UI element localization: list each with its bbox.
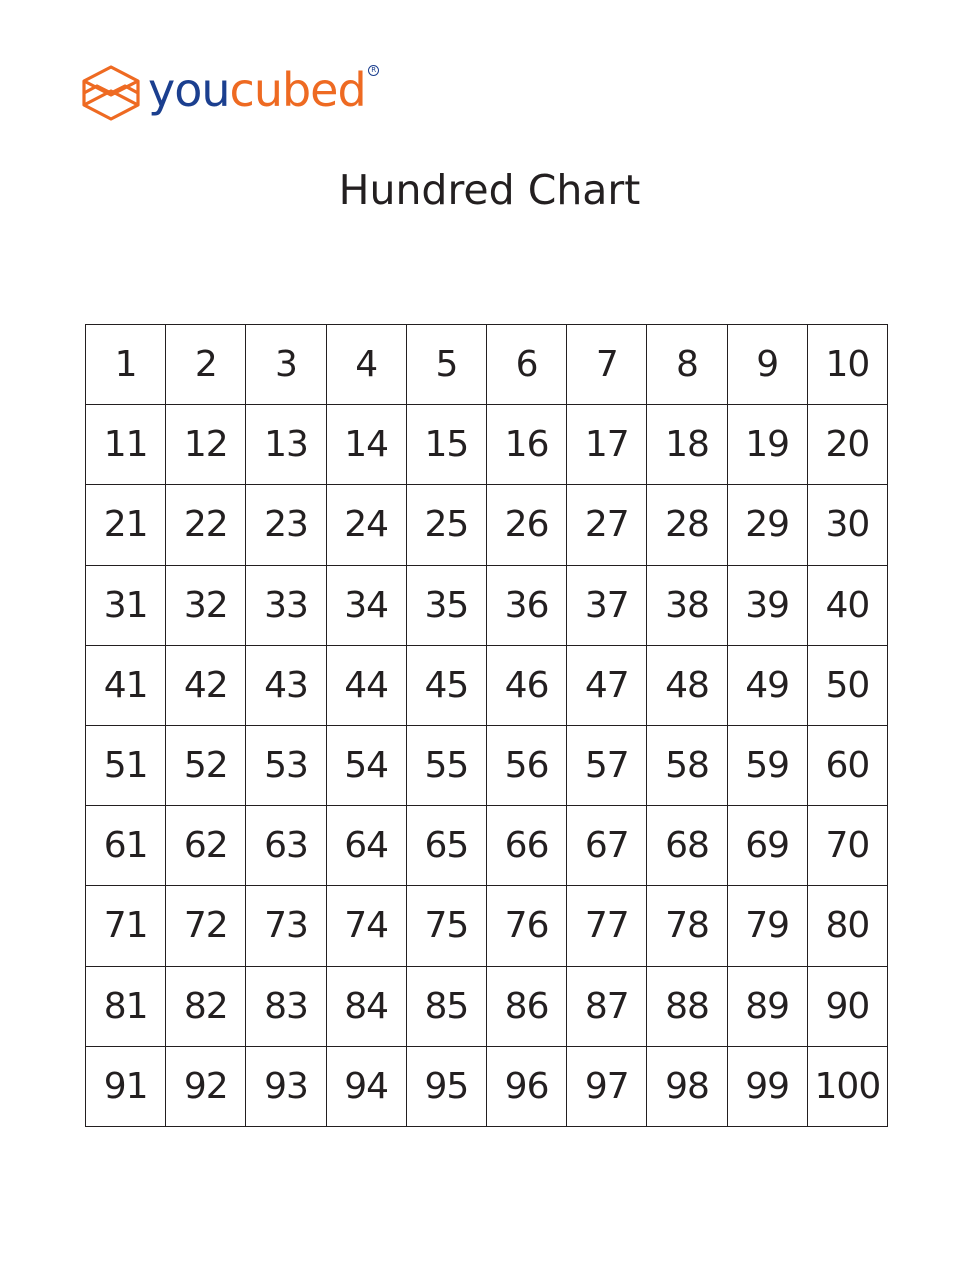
grid-cell: 79 — [728, 886, 808, 966]
grid-cell: 12 — [166, 405, 246, 485]
grid-cell: 9 — [728, 325, 808, 405]
grid-cell: 38 — [647, 566, 727, 646]
grid-cell: 63 — [246, 806, 326, 886]
grid-cell: 81 — [86, 967, 166, 1047]
grid-cell: 67 — [567, 806, 647, 886]
brand-name-part2: cubed — [229, 63, 366, 117]
grid-cell: 35 — [407, 566, 487, 646]
grid-cell: 62 — [166, 806, 246, 886]
grid-cell: 70 — [808, 806, 888, 886]
grid-cell: 20 — [808, 405, 888, 485]
grid-cell: 40 — [808, 566, 888, 646]
grid-cell: 31 — [86, 566, 166, 646]
brand-name-part1: you — [148, 63, 230, 117]
grid-cell: 45 — [407, 646, 487, 726]
grid-cell: 57 — [567, 726, 647, 806]
grid-cell: 10 — [808, 325, 888, 405]
grid-cell: 37 — [567, 566, 647, 646]
grid-cell: 49 — [728, 646, 808, 726]
grid-cell: 1 — [86, 325, 166, 405]
grid-cell: 55 — [407, 726, 487, 806]
grid-cell: 36 — [487, 566, 567, 646]
grid-cell: 27 — [567, 485, 647, 565]
grid-cell: 84 — [327, 967, 407, 1047]
grid-cell: 46 — [487, 646, 567, 726]
grid-cell: 53 — [246, 726, 326, 806]
grid-cell: 48 — [647, 646, 727, 726]
grid-cell: 72 — [166, 886, 246, 966]
grid-cell: 16 — [487, 405, 567, 485]
grid-cell: 30 — [808, 485, 888, 565]
grid-cell: 8 — [647, 325, 727, 405]
grid-cell: 76 — [487, 886, 567, 966]
grid-cell: 19 — [728, 405, 808, 485]
grid-cell: 24 — [327, 485, 407, 565]
grid-cell: 66 — [487, 806, 567, 886]
grid-cell: 4 — [327, 325, 407, 405]
grid-cell: 23 — [246, 485, 326, 565]
grid-cell: 51 — [86, 726, 166, 806]
grid-cell: 33 — [246, 566, 326, 646]
grid-cell: 28 — [647, 485, 727, 565]
grid-cell: 89 — [728, 967, 808, 1047]
grid-cell: 6 — [487, 325, 567, 405]
grid-cell: 7 — [567, 325, 647, 405]
grid-cell: 93 — [246, 1047, 326, 1127]
grid-cell: 54 — [327, 726, 407, 806]
registered-mark: R — [368, 65, 379, 76]
grid-cell: 77 — [567, 886, 647, 966]
grid-cell: 71 — [86, 886, 166, 966]
grid-cell: 11 — [86, 405, 166, 485]
grid-cell: 34 — [327, 566, 407, 646]
grid-cell: 32 — [166, 566, 246, 646]
grid-cell: 100 — [808, 1047, 888, 1127]
grid-cell: 90 — [808, 967, 888, 1047]
grid-cell: 80 — [808, 886, 888, 966]
grid-cell: 88 — [647, 967, 727, 1047]
grid-cell: 68 — [647, 806, 727, 886]
grid-cell: 44 — [327, 646, 407, 726]
grid-cell: 61 — [86, 806, 166, 886]
grid-cell: 86 — [487, 967, 567, 1047]
grid-cell: 92 — [166, 1047, 246, 1127]
grid-cell: 65 — [407, 806, 487, 886]
grid-cell: 74 — [327, 886, 407, 966]
grid-cell: 82 — [166, 967, 246, 1047]
grid-cell: 15 — [407, 405, 487, 485]
grid-cell: 18 — [647, 405, 727, 485]
grid-cell: 59 — [728, 726, 808, 806]
cube-logo-icon — [80, 64, 142, 122]
grid-cell: 85 — [407, 967, 487, 1047]
grid-cell: 58 — [647, 726, 727, 806]
grid-cell: 3 — [246, 325, 326, 405]
grid-cell: 56 — [487, 726, 567, 806]
grid-cell: 14 — [327, 405, 407, 485]
brand-wordmark — [148, 63, 376, 117]
brand-logo — [80, 58, 376, 128]
grid-cell: 26 — [487, 485, 567, 565]
grid-cell: 43 — [246, 646, 326, 726]
page-title: Hundred Chart — [338, 166, 641, 214]
grid-cell: 13 — [246, 405, 326, 485]
grid-cell: 64 — [327, 806, 407, 886]
grid-cell: 5 — [407, 325, 487, 405]
grid-cell: 95 — [407, 1047, 487, 1127]
grid-cell: 91 — [86, 1047, 166, 1127]
grid-cell: 29 — [728, 485, 808, 565]
grid-cell: 96 — [487, 1047, 567, 1127]
grid-cell: 41 — [86, 646, 166, 726]
grid-cell: 50 — [808, 646, 888, 726]
grid-cell: 97 — [567, 1047, 647, 1127]
grid-cell: 2 — [166, 325, 246, 405]
grid-cell: 94 — [327, 1047, 407, 1127]
grid-cell: 78 — [647, 886, 727, 966]
grid-cell: 69 — [728, 806, 808, 886]
grid-cell: 22 — [166, 485, 246, 565]
grid-cell: 75 — [407, 886, 487, 966]
grid-cell: 60 — [808, 726, 888, 806]
grid-cell: 17 — [567, 405, 647, 485]
grid-cell: 47 — [567, 646, 647, 726]
grid-cell: 73 — [246, 886, 326, 966]
grid-cell: 52 — [166, 726, 246, 806]
grid-cell: 42 — [166, 646, 246, 726]
grid-cell: 25 — [407, 485, 487, 565]
grid-cell: 83 — [246, 967, 326, 1047]
grid-cell: 21 — [86, 485, 166, 565]
grid-cell: 98 — [647, 1047, 727, 1127]
hundred-chart-grid — [85, 324, 888, 1127]
grid-cell: 39 — [728, 566, 808, 646]
grid-cell: 99 — [728, 1047, 808, 1127]
grid-cell: 87 — [567, 967, 647, 1047]
